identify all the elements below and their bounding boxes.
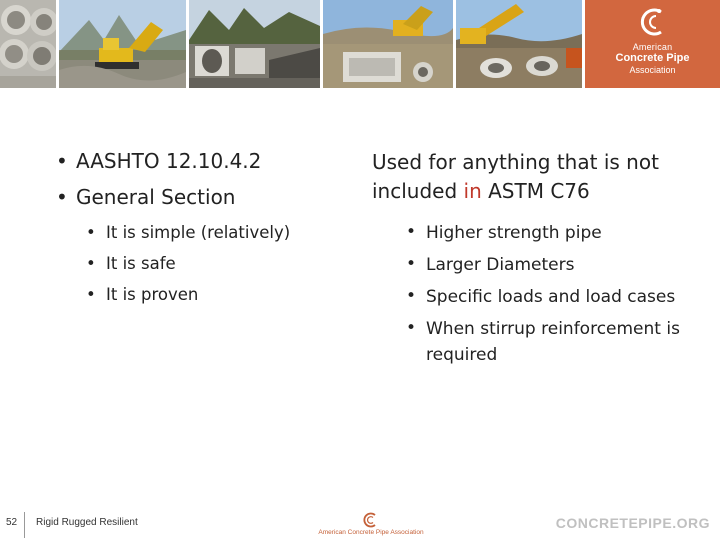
footer-logo <box>312 512 430 540</box>
left-column <box>56 148 346 315</box>
header-photo-strip <box>0 0 720 92</box>
brand-line-1: American <box>632 42 673 52</box>
bullet-text: General Section <box>76 185 236 209</box>
right-column <box>372 148 702 374</box>
sub-bullet-item <box>86 253 346 274</box>
bullet-icon: • <box>86 223 96 242</box>
sub-bullet-list <box>86 222 346 305</box>
stacked-pipes-photo <box>0 0 56 88</box>
slide-footer <box>0 508 720 540</box>
bullet-icon: • <box>406 318 417 338</box>
bullet-icon: • <box>406 254 417 274</box>
bullet-text: AASHTO 12.10.4.2 <box>76 149 262 173</box>
bullet-item <box>56 184 346 210</box>
bullet-icon: • <box>406 286 417 306</box>
footer-logo-text: American Concrete Pipe Association <box>318 529 424 536</box>
bullet-text: Higher strength pipe <box>426 223 602 243</box>
footer-divider <box>24 512 25 538</box>
bullet-item <box>406 220 702 246</box>
sub-bullet-item <box>86 222 346 243</box>
brand-line-2: Concrete Pipe <box>615 52 690 64</box>
bullet-text: It is simple (relatively) <box>106 223 291 242</box>
bullet-icon: • <box>56 149 68 173</box>
bullet-text: Specific loads and load cases <box>426 287 676 307</box>
bullet-icon: • <box>56 185 68 209</box>
bullet-item <box>56 148 346 174</box>
intro-text-start: Used for anything that is not included <box>372 150 659 203</box>
pipe-installation-photo <box>456 0 582 88</box>
sub-bullet-item <box>86 284 346 305</box>
intro-text-end: ASTM C76 <box>481 179 590 203</box>
intro-highlight: in <box>463 179 482 203</box>
pipe-staging-photo <box>189 0 320 88</box>
acpa-logo-icon <box>639 6 667 38</box>
intro-statement <box>372 148 702 206</box>
bullet-icon: • <box>406 222 417 242</box>
bullet-list <box>406 220 702 368</box>
bullet-item <box>406 252 702 278</box>
excavator-photo <box>59 0 186 88</box>
bullet-text: It is proven <box>106 285 199 304</box>
page-number: 52 <box>6 517 18 528</box>
construction-site-photo <box>323 0 453 88</box>
bullet-text: When stirrup reinforcement is required <box>426 319 680 365</box>
footer-tagline: Rigid Rugged Resilient <box>36 517 138 528</box>
bullet-text: It is safe <box>106 254 176 273</box>
bullet-text: Larger Diameters <box>426 255 575 275</box>
acpa-logo-icon <box>363 512 379 528</box>
acpa-logo-box <box>585 0 720 88</box>
brand-line-3: Association <box>629 65 676 75</box>
bullet-item <box>406 284 702 310</box>
bullet-icon: • <box>86 254 96 273</box>
bullet-icon: • <box>86 285 96 304</box>
footer-url: CONCRETEPIPE.ORG <box>555 515 710 531</box>
bullet-item <box>406 316 702 368</box>
